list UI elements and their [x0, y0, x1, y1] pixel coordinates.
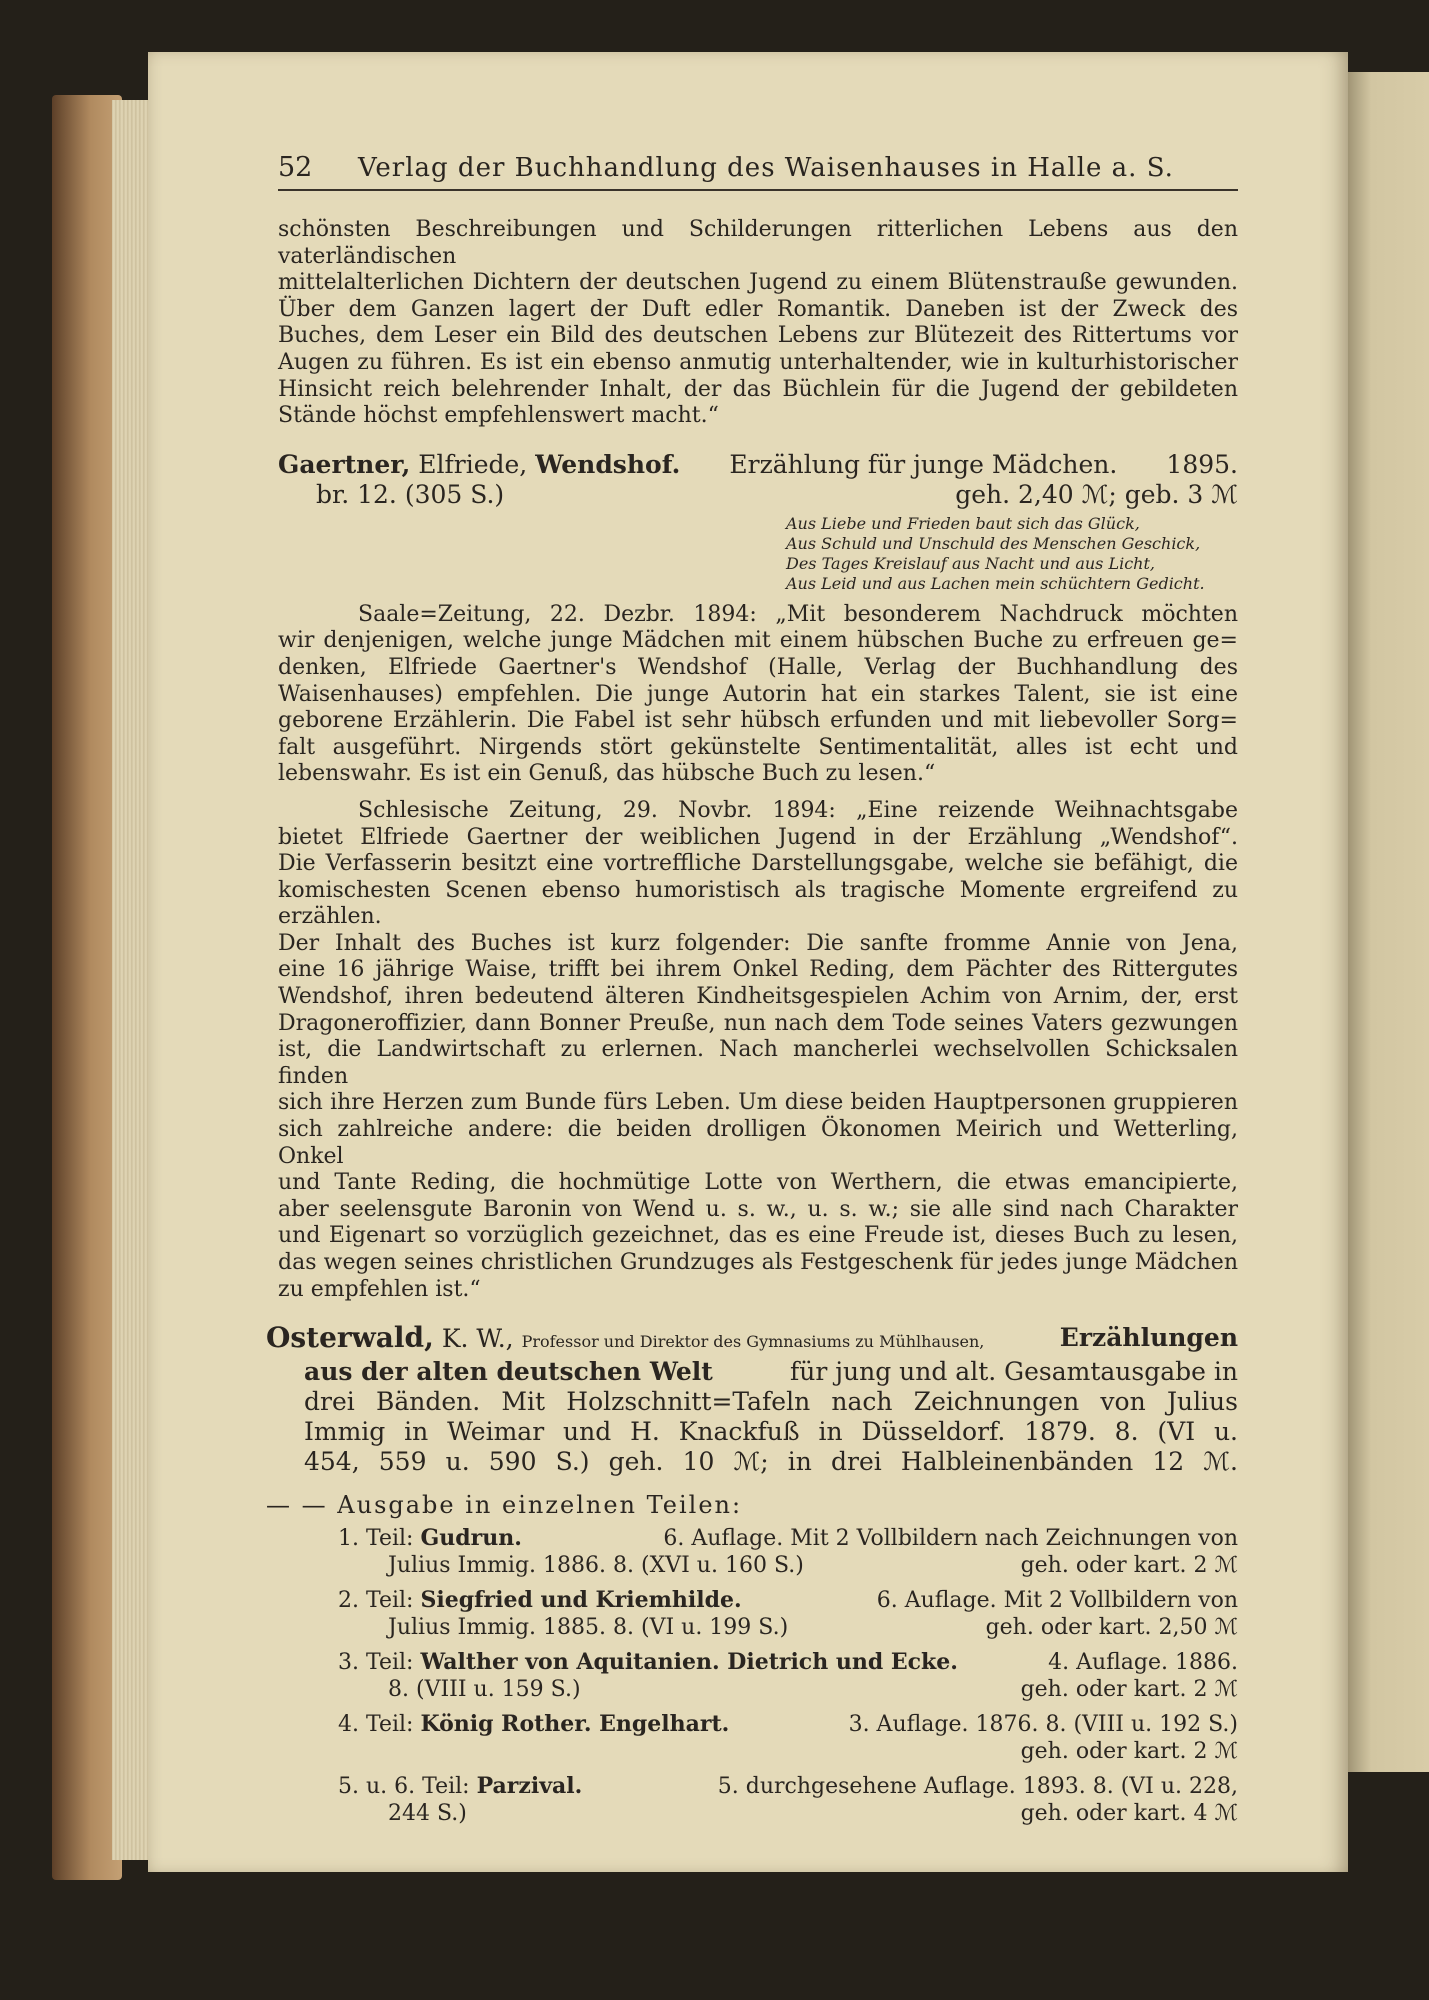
part-number: 1. Teil:: [338, 1526, 414, 1552]
part-title: Gudrun.: [420, 1525, 522, 1552]
part-price: geh. oder kart. 2 ℳ: [1020, 1739, 1238, 1765]
text-line: denken, Elfriede Gaertner's Wendshof (Halle, Verlag der Buchhandlung des: [278, 654, 1238, 680]
gaertner-entry-head: [278, 450, 1238, 510]
text-line: lebenswahr. Es ist ein Genuß, das hübsche Buch zu lesen.“: [278, 761, 936, 787]
gaertner-format-row: [278, 480, 1238, 510]
part-row: [278, 1676, 1238, 1703]
text-line: zu empfehlen ist.“: [278, 1276, 481, 1302]
part-title: König Rother. Engelhart.: [420, 1711, 730, 1738]
part-price: geh. oder kart. 2 ℳ: [1020, 1553, 1238, 1579]
osterwald-title-row: [266, 1323, 1238, 1357]
text-line: komischesten Scenen ebenso humoristisch als tragische Momente ergreifend zu erzählen.: [278, 877, 1238, 930]
page-edges: [112, 100, 152, 1860]
gaertner-year: 1895.: [1166, 449, 1238, 479]
part-row: [278, 1552, 1238, 1579]
osterwald-title-b: aus der alten deutschen Welt: [304, 1357, 713, 1387]
part-head: [338, 1711, 729, 1738]
part-row: [278, 1800, 1238, 1827]
text-line: Die Verfasserin besitzt eine vortreffliche Darstellungsgabe, welche sie befähigt, die: [278, 851, 1238, 877]
text-line: Stände höchst empfehlenswert macht.“: [278, 403, 719, 429]
text-line: Schlesische Zeitung, 29. Novbr. 1894: „Eine reizende Weihnachtsgabe: [358, 797, 1238, 823]
gaertner-format: br. 12.: [316, 479, 397, 509]
ausgabe-heading: [266, 1491, 1238, 1520]
intro-paragraph: [278, 217, 1238, 430]
list-item: [278, 1773, 1238, 1827]
ausgabe-label: Ausgabe in einzelnen Teilen:: [337, 1491, 743, 1520]
page-number: 52: [278, 152, 313, 183]
text-line: Augen zu führen. Es ist ein ebenso anmutig unterhaltender, wie in kulturhistorischer: [278, 349, 1238, 375]
osterwald-author: Osterwald,: [266, 1321, 434, 1355]
gaertner-author: Gaertner,: [278, 449, 411, 479]
text-line: Buches, dem Leser ein Bild des deutschen Lebens zur Blütezeit des Rittertums vor: [278, 323, 1238, 349]
text-line: aber seelensgute Baronin von Wend u. s. w., u. s. w.; sie alle sind nach Charakter: [278, 1196, 1238, 1222]
page: [148, 52, 1348, 1872]
part-details: 4. Auflage. 1886.: [1048, 1650, 1238, 1676]
text-line: drei Bänden. Mit Holzschnitt=Tafeln nach Zeichnungen von Julius: [304, 1387, 1238, 1417]
part-details: 3. Auflage. 1876. 8. (VIII u. 192 S.): [848, 1712, 1238, 1738]
part-price: geh. oder kart. 4 ℳ: [1020, 1801, 1238, 1827]
part-price: geh. oder kart. 2,50 ℳ: [985, 1615, 1238, 1641]
text-line: geborene Erzählerin. Die Fabel ist sehr hübsch erfunden und mit liebevoller Sorg=: [278, 708, 1238, 734]
part-details: 6. Auflage. Mit 2 Vollbildern nach Zeichnungen von: [663, 1526, 1238, 1552]
part-title: Parzival.: [476, 1773, 583, 1800]
part-number: 2. Teil:: [338, 1588, 414, 1614]
osterwald-initials: K. W.,: [441, 1324, 514, 1354]
part-row: [278, 1773, 1238, 1800]
list-item: [278, 1525, 1238, 1579]
part-row: [278, 1738, 1238, 1765]
osterwald-entry: [266, 1323, 1238, 1477]
page-header: [278, 152, 1238, 191]
part-head: [338, 1587, 742, 1614]
motto-line: Aus Leid und aus Lachen mein schüchtern Gedicht.: [786, 573, 1205, 593]
osterwald-name-group: [266, 1323, 984, 1357]
text-line: wir denjenigen, welche junge Mädchen mit einem hübschen Buche zu erfreuen ge=: [278, 628, 1238, 654]
part-continuation: 8. (VIII u. 159 S.): [388, 1677, 581, 1703]
text-line: sich zahlreiche andere: die beiden drolligen Ökonomen Meirich und Wetterling, Onkel: [278, 1117, 1238, 1169]
text-line: eine 16 jährige Waise, trifft bei ihrem Onkel Reding, dem Pächter des Rittergutes: [278, 957, 1238, 983]
text-line: Hinsicht reich belehrender Inhalt, der das Büchlein für die Jugend der gebildeten: [278, 376, 1238, 402]
text-line: Immig in Weimar und H. Knackfuß in Düsseldorf. 1879. 8. (VI u.: [304, 1417, 1238, 1447]
part-head: [338, 1525, 522, 1552]
motto-line: Des Tages Kreislauf aus Nacht und aus Licht,: [786, 553, 1155, 573]
text-line: das wegen seines christlichen Grundzuges als Festgeschenk für jedes junge Mädchen: [278, 1250, 1238, 1275]
text-line: mittelalterlichen Dichtern der deutschen Jugend zu einem Blütenstrauße gewunden.: [278, 270, 1238, 296]
part-head: [338, 1649, 958, 1676]
gaertner-price: geh. 2,40 ℳ; geb. 3 ℳ: [955, 479, 1238, 509]
osterwald-body: [266, 1387, 1238, 1477]
text-line: Saale=Zeitung, 22. Dezbr. 1894: „Mit besonderem Nachdruck möchten: [358, 601, 1238, 627]
gaertner-format-group: [316, 480, 504, 510]
ausgabe-dash: — —: [266, 1491, 328, 1520]
list-item: [278, 1587, 1238, 1641]
part-number: 3. Teil:: [338, 1650, 414, 1676]
text-line: Der Inhalt des Buches ist kurz folgender: Die sanfte fromme Annie von Jena,: [278, 930, 1238, 956]
text-line: Dragoneroffizier, dann Bonner Preuße, nun nach dem Tode seines Vaters gezwungen: [278, 1010, 1238, 1036]
text-line: und Tante Reding, die hochmütige Lotte von Werthern, die etwas emancipierte,: [278, 1170, 1238, 1196]
part-row: [278, 1587, 1238, 1614]
text-line: 454, 559 u. 590 S.) geh. 10 ℳ; in drei Halbleinenbänden 12 ℳ.: [304, 1447, 1238, 1477]
facing-page-edge: [1340, 72, 1429, 1772]
gaertner-first-name: Elfriede,: [418, 449, 528, 479]
gaertner-subtitle: Erzählung für junge Mädchen.: [729, 449, 1118, 479]
text-line: ist, die Landwirtschaft zu erlernen. Nach mancherlei wechselvollen Schicksalen finden: [278, 1037, 1238, 1089]
part-row: [278, 1649, 1238, 1676]
list-item: [278, 1711, 1238, 1765]
text-line: Über dem Ganzen lagert der Duft edler Romantik. Daneben ist der Zweck des: [278, 296, 1238, 322]
text-line: für jung und alt. Gesamtausgabe in: [790, 1357, 1238, 1387]
text-line: und Eigenart so vorzüglich gezeichnet, das es eine Freude ist, dieses Buch zu lesen,: [278, 1223, 1238, 1249]
part-number: 5. u. 6. Teil:: [338, 1774, 470, 1800]
part-title: Walther von Aquitanien. Dietrich und Ecke.: [420, 1649, 958, 1676]
part-continuation: 244 S.): [388, 1801, 467, 1827]
part-number: 4. Teil:: [338, 1712, 414, 1738]
osterwald-title-a: Erzählungen: [1059, 1323, 1238, 1353]
part-row: [278, 1614, 1238, 1641]
gaertner-title-group: [278, 450, 680, 480]
review-schlesische-zeitung: [278, 798, 1238, 1303]
text-line: falt ausgeführt. Nirgends stört gekünstelte Sentimentalität, alles ist echt und: [278, 734, 1238, 760]
part-row: [278, 1711, 1238, 1738]
running-head: Verlag der Buchhandlung des Waisenhauses in Halle a. S.: [358, 153, 1174, 183]
part-list: [278, 1525, 1238, 1827]
osterwald-line-row: [266, 1357, 1238, 1387]
part-details: 5. durchgesehene Auflage. 1893. 8. (VI u. 228,: [717, 1774, 1238, 1800]
text-line: bietet Elfriede Gaertner der weiblichen Jugend in der Erzählung „Wendshof“.: [278, 824, 1238, 850]
review-saale-zeitung: [278, 602, 1238, 788]
list-item: [278, 1649, 1238, 1703]
motto-line: Aus Liebe und Frieden baut sich das Glück,: [786, 513, 1140, 533]
text-line: schönsten Beschreibungen und Schilderungen ritterlichen Lebens aus den vaterländischen: [278, 217, 1238, 269]
text-line: Wendshof, ihren bedeutend älteren Kindheitsgespielen Achim von Arnim, der, erst: [278, 984, 1238, 1010]
part-title: Siegfried und Kriemhilde.: [420, 1587, 742, 1614]
text-line: sich ihre Herzen zum Bunde fürs Leben. Um diese beiden Hauptpersonen gruppieren: [278, 1090, 1238, 1116]
osterwald-role: Professor und Direktor des Gymnasiums zu Mühlhausen,: [521, 1332, 985, 1352]
gaertner-pages: (305 S.): [404, 479, 505, 509]
part-price: geh. oder kart. 2 ℳ: [1020, 1677, 1238, 1703]
text-line: Waisenhauses) empfehlen. Die junge Autorin hat ein starkes Talent, sie ist eine: [278, 681, 1238, 707]
motto-line: Aus Schuld und Unschuld des Menschen Geschick,: [786, 533, 1201, 553]
part-details: 6. Auflage. Mit 2 Vollbildern von: [876, 1588, 1238, 1614]
page-content: [266, 152, 1238, 1835]
motto-verse: [786, 514, 1238, 594]
gaertner-book-title: Wendshof.: [535, 449, 681, 479]
part-continuation: Julius Immig. 1886. 8. (XVI u. 160 S.): [388, 1553, 804, 1579]
part-continuation: Julius Immig. 1885. 8. (VI u. 199 S.): [388, 1615, 789, 1641]
part-head: [338, 1773, 582, 1800]
part-row: [278, 1525, 1238, 1552]
gaertner-title-row: [278, 450, 1238, 480]
